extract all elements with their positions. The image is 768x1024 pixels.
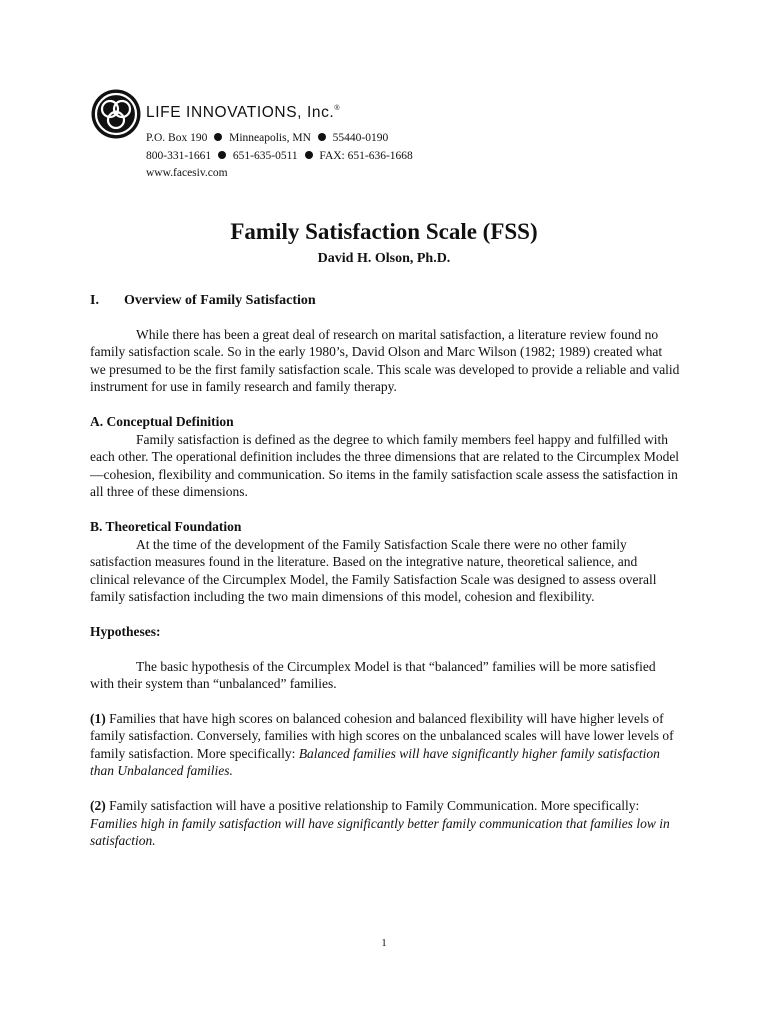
document-author: David H. Olson, Ph.D. xyxy=(317,251,451,266)
document-body xyxy=(90,292,680,850)
hypothesis-2: (2) Family satisfaction will have a positive relationship to Family Communication. More specifically: Families high in family satisfaction will have significantly better family communication that families low in satisfaction. xyxy=(90,798,670,849)
contact-info xyxy=(146,130,413,183)
bullet-dot-icon xyxy=(318,133,326,141)
website-link[interactable]: www.facesiv.com xyxy=(146,167,228,179)
basic-hypothesis: The basic hypothesis of the Circumplex Model is that “balanced” families will be more satisfied with their system than “unbalanced” families. xyxy=(90,658,656,692)
hypotheses-heading: Hypotheses: xyxy=(90,623,161,639)
hypothesis-1: (1) Families that have high scores on balanced cohesion and balanced flexibility will have higher levels of family satisfaction. Conversely, families with high scores on the unbalanced scales will have lower levels of family satisfaction. More specifically: Balanced families will have significantly higher family satisfaction than Unbalanced families. xyxy=(90,710,674,779)
life-innovations-logo-icon xyxy=(90,88,142,140)
page-number: 1 xyxy=(381,937,387,949)
document-title: Family Satisfaction Scale (FSS) xyxy=(230,219,538,244)
subheading-theoretical: B. Theoretical Foundation xyxy=(90,518,242,534)
bullet-dot-icon xyxy=(214,133,222,141)
phone-line: 800-331-1661 651-635-0511 FAX: 651-636-1668 xyxy=(146,149,413,162)
conceptual-definition: A. Conceptual Definition Family satisfaction is defined as the degree to which family members feel happy and fulfilled with each other. The operational definition includes the three dimensions that are related to the Circumplex Model—cohesion, flexibility and communication. So items in the family satisfaction scale assess the satisfaction in all three of these dimensions. xyxy=(90,413,680,500)
overview-paragraph: While there has been a great deal of research on marital satisfaction, a literature review found no family satisfaction scale. So in the early 1980’s, David Olson and Marc Wilson (1982; 1989) created what we presumed to be the first family satisfaction scale. This scale was developed to provide a reliable and valid instrument for use in family research and family therapy. xyxy=(90,326,680,395)
bullet-dot-icon xyxy=(305,151,313,159)
theoretical-foundation: B. Theoretical Foundation At the time of the development of the Family Satisfaction Scale there were no other family satisfaction measures found in the literature. Based on the integrative nature, theoretical salience, and clinical relevance of the Circumplex Model, the Family Satisfaction Scale was designed to assess overall family satisfaction including the two main dimensions of this model, cohesion and flexibility. xyxy=(90,518,657,605)
section-heading-overview: I. Overview of Family Satisfaction xyxy=(90,293,316,308)
subheading-conceptual: A. Conceptual Definition xyxy=(90,413,234,429)
company-name: LIFE INNOVATIONS, Inc.® xyxy=(146,104,340,121)
address-line: P.O. Box 190 Minneapolis, MN 55440-0190 xyxy=(146,132,389,144)
bullet-dot-icon xyxy=(218,151,226,159)
